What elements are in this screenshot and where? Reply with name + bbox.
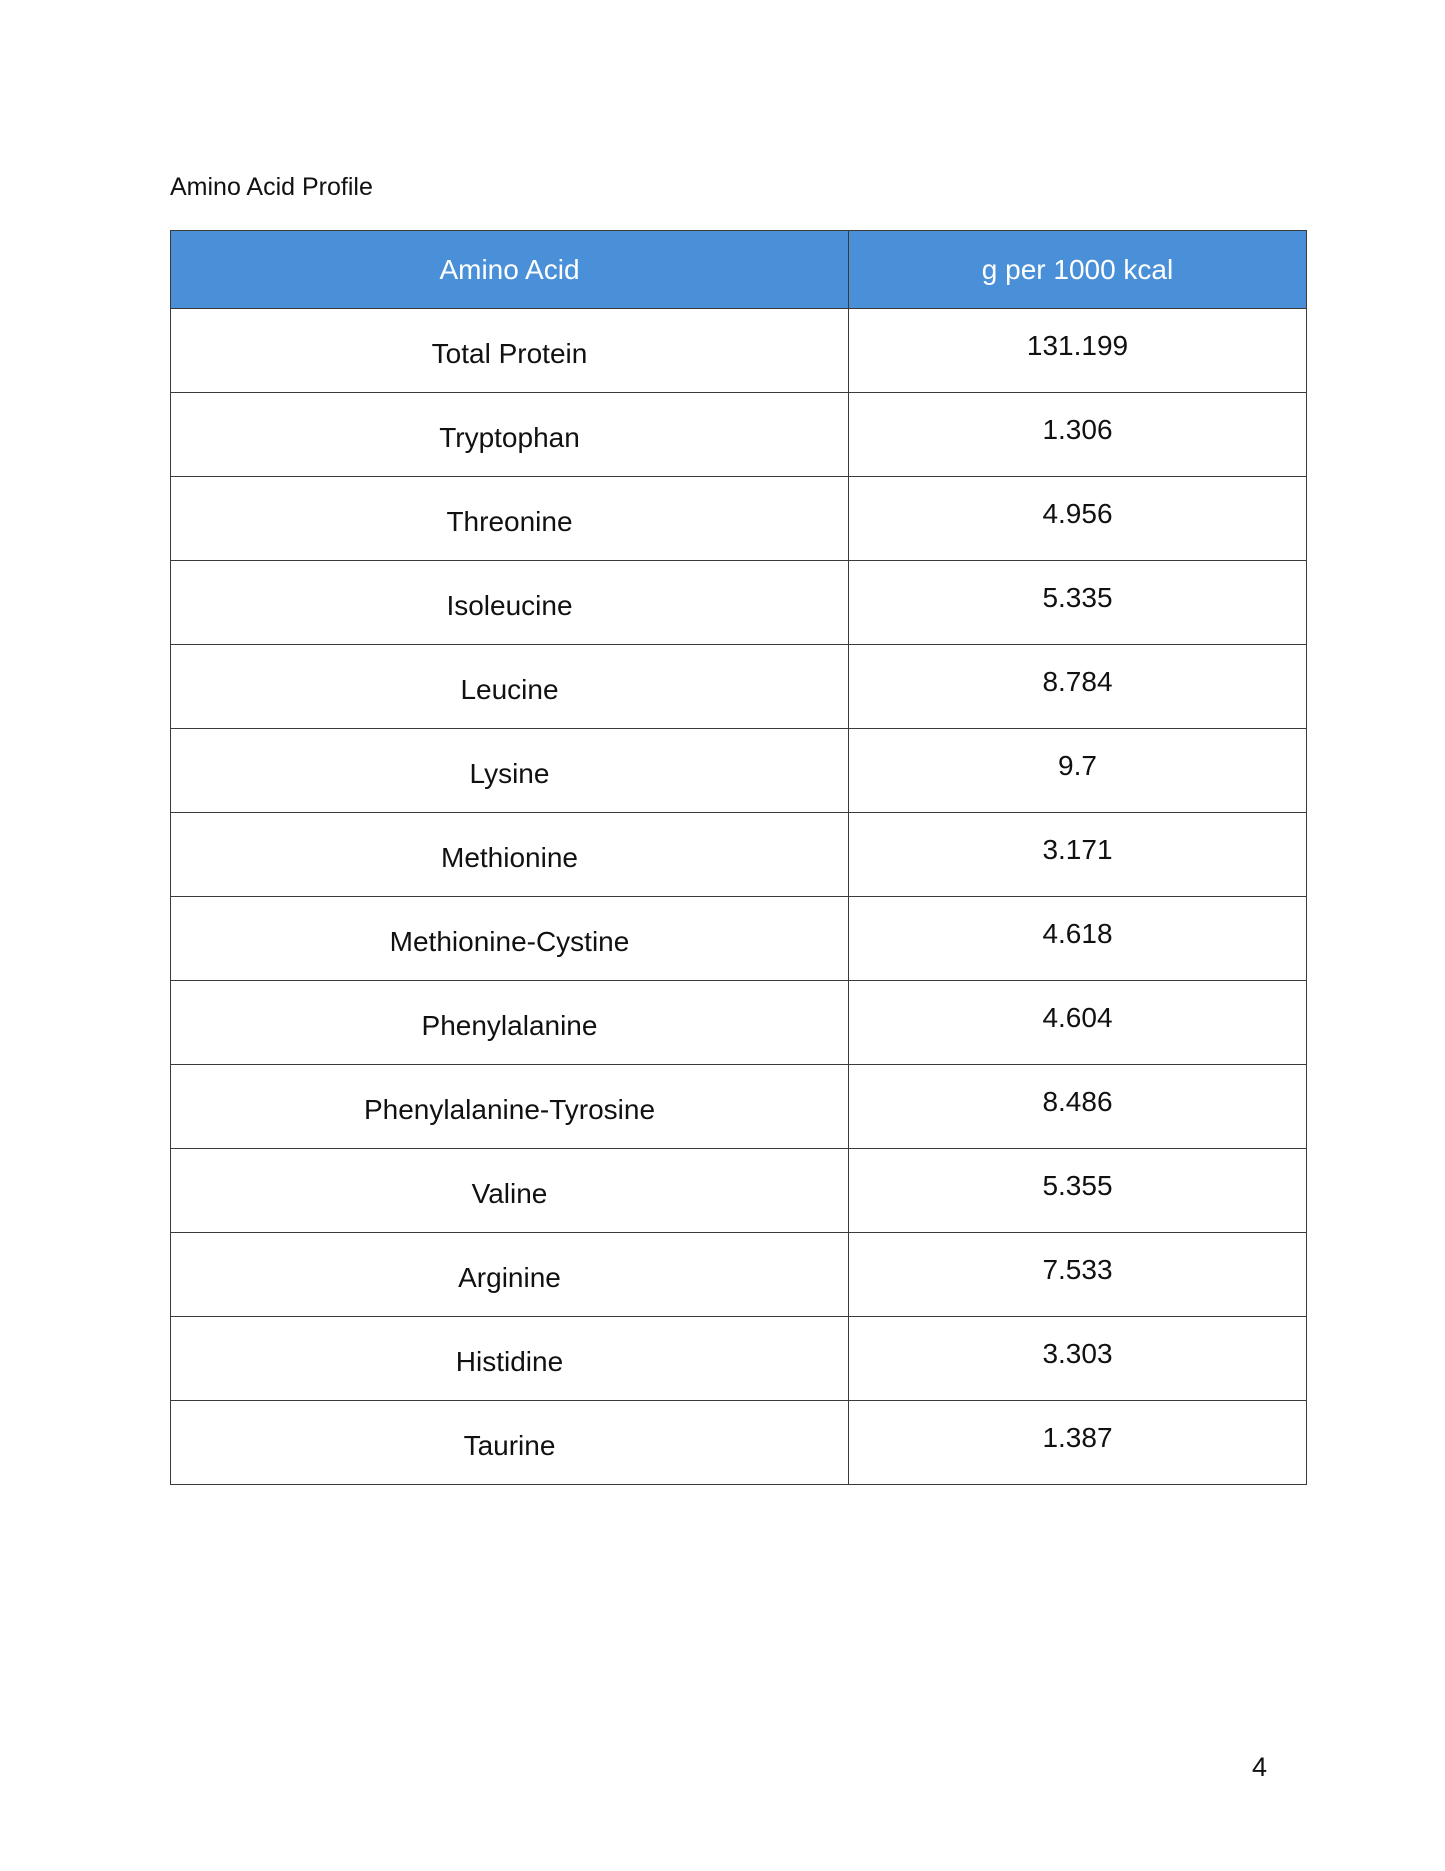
amino-acid-name: Arginine [171, 1233, 849, 1317]
column-header-amino-acid: Amino Acid [171, 231, 849, 309]
amino-acid-value: 7.533 [849, 1233, 1307, 1317]
column-header-g-per-1000-kcal: g per 1000 kcal [849, 231, 1307, 309]
table-row [171, 645, 1307, 729]
amino-acid-value: 3.303 [849, 1317, 1307, 1401]
table-row [171, 897, 1307, 981]
amino-acid-name: Histidine [171, 1317, 849, 1401]
amino-acid-value: 1.387 [849, 1401, 1307, 1485]
table-row [171, 1317, 1307, 1401]
table-header-row [171, 231, 1307, 309]
table-row [171, 981, 1307, 1065]
amino-acid-value: 4.618 [849, 897, 1307, 981]
table-row [171, 729, 1307, 813]
table-row [171, 561, 1307, 645]
amino-acid-name: Tryptophan [171, 393, 849, 477]
amino-acid-name: Methionine-Cystine [171, 897, 849, 981]
amino-acid-name: Lysine [171, 729, 849, 813]
amino-acid-name: Threonine [171, 477, 849, 561]
amino-acid-table [170, 230, 1307, 1485]
amino-acid-name: Total Protein [171, 309, 849, 393]
amino-acid-value: 5.335 [849, 561, 1307, 645]
amino-acid-value: 8.784 [849, 645, 1307, 729]
page-number: 4 [1252, 1752, 1268, 1782]
table-row [171, 1401, 1307, 1485]
table-row [171, 1149, 1307, 1233]
amino-acid-name: Phenylalanine-Tyrosine [171, 1065, 849, 1149]
amino-acid-value: 4.956 [849, 477, 1307, 561]
amino-acid-name: Valine [171, 1149, 849, 1233]
amino-acid-name: Methionine [171, 813, 849, 897]
amino-acid-value: 131.199 [849, 309, 1307, 393]
table-row [171, 1065, 1307, 1149]
amino-acid-value: 5.355 [849, 1149, 1307, 1233]
table-row [171, 393, 1307, 477]
table-row [171, 813, 1307, 897]
amino-acid-value: 1.306 [849, 393, 1307, 477]
table-row [171, 1233, 1307, 1317]
table-row [171, 477, 1307, 561]
amino-acid-name: Isoleucine [171, 561, 849, 645]
amino-acid-value: 8.486 [849, 1065, 1307, 1149]
amino-acid-value: 3.171 [849, 813, 1307, 897]
amino-acid-name: Phenylalanine [171, 981, 849, 1065]
amino-acid-value: 4.604 [849, 981, 1307, 1065]
amino-acid-name: Leucine [171, 645, 849, 729]
amino-acid-name: Taurine [171, 1401, 849, 1485]
amino-acid-value: 9.7 [849, 729, 1307, 813]
table-row [171, 309, 1307, 393]
page-title: Amino Acid Profile [170, 173, 373, 201]
